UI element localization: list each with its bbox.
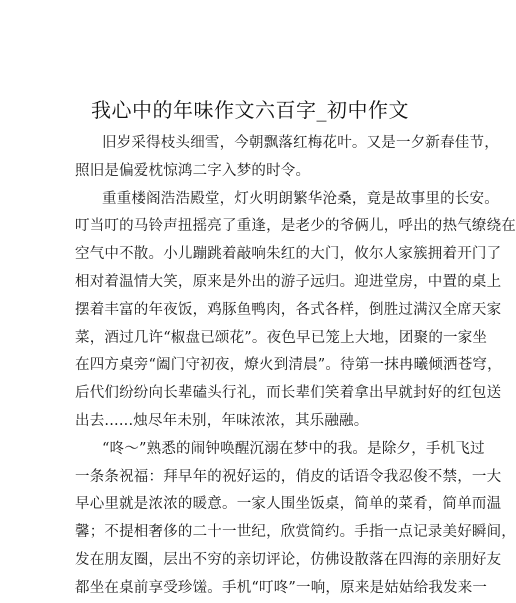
paragraph-3-line-2: 一条条祝福：拜早年的祝好运的，俏皮的话语令我忍俊不禁，一大 <box>75 468 502 485</box>
paragraph-2-line-3: 空气中不散。小儿蹦跳着敲响朱红的大门，攸尔人家簇拥着开门了 <box>75 246 502 263</box>
paragraph-2-line-9: 出去......烛尽年未别，年味浓浓，其乐融融。 <box>75 412 369 429</box>
article-title: 我心中的年味作文六百字_初中作文 <box>91 98 409 122</box>
paragraph-3-line-4: 馨；不提相奢侈的二十一世纪，欣赏简约。手指一点记录美好瞬间， <box>75 524 516 541</box>
paragraph-2-line-5: 摆着丰富的年夜饭，鸡豚鱼鸭肉，各式各样，倒胜过满汉全席天家 <box>75 301 502 318</box>
paragraph-1-line-1: 旧岁采得枝头细雪，今朝飘落红梅花叶。又是一夕新春佳节， <box>102 135 499 151</box>
article-body <box>75 130 516 603</box>
paragraph-2-line-7: 在四方桌旁“阖门守初夜，燎火到清晨”。待第一抹冉曦倾洒苍穹， <box>75 357 502 374</box>
paragraph-3-line-1: “咚～”熟悉的闹钟唤醒沉溺在梦中的我。是除夕，手机飞过 <box>102 440 485 457</box>
paragraph-3-line-6: 都坐在桌前享受珍馐。手机“叮咚”一响，原来是姑姑给我发来一 <box>75 579 488 596</box>
paragraph-3-line-5: 发在朋友圈，层出不穷的亲切评论，仿佛设散落在四海的亲朋好友 <box>75 551 502 568</box>
paragraph-2-line-8: 后代们纷纷向长辈磕头行礼，而长辈们笑着拿出早就封好的红包送 <box>75 385 502 402</box>
paragraph-2-line-4: 相对着温情大笑，原来是外出的游子远归。迎进堂房，中置的桌上 <box>75 273 502 290</box>
paragraph-3-line-3: 早心里就是浓浓的暖意。一家人围坐饭桌，简单的菜肴，简单而温 <box>75 496 502 513</box>
paragraph-2-line-2: 叮当叮的马铃声扭摇亮了重逢，是老少的爷俩儿，呼出的热气缭绕在 <box>75 218 516 235</box>
paragraph-2-line-6: 菜，酒过几许“椒盘已颂花”。夜色早已笼上大地，团聚的一家坐 <box>75 329 488 346</box>
paragraph-1-line-2: 照旧是偏爱枕惊鸿二字入梦的时令。 <box>75 162 311 179</box>
paragraph-2-line-1: 重重楼阁浩浩殿堂，灯火明朗繁华沧桑，竟是故事里的长安。 <box>102 190 499 207</box>
